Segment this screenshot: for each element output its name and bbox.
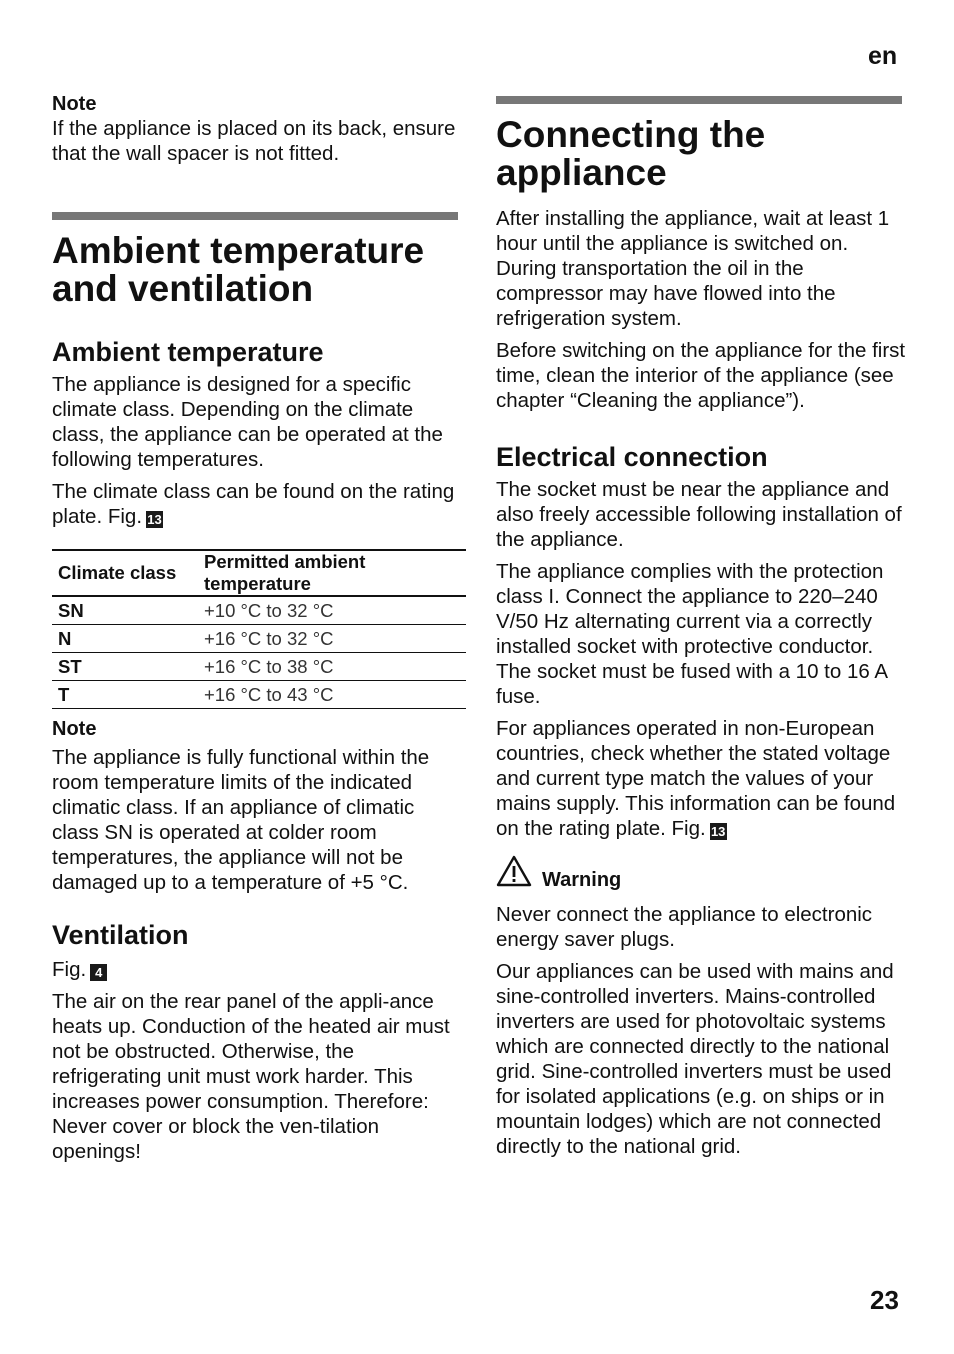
table-cell-class: ST [52,653,198,681]
table-header-climate-class: Climate class [52,550,198,596]
connecting-paragraph-1: After installing the appliance, wait at least 1 hour until the appliance is switched on. During transportation the oil in the compressor may have flowed into the refrigeration system. [496,207,890,330]
table-cell-temperature: +16 °C to 38 °C [198,653,466,681]
table-cell-class: T [52,681,198,709]
warning-paragraph-2: Our appliances can be used with mains and sine-controlled inverters. Mains-controlled inverters are used for photovoltaic systems which are connected directly to the national grid. Sine-controlled inverters must be used for isolated applications (e.g. on ships or in mountain lodges) which are not connected directly to the national grid. [496,960,894,1158]
table-row [52,596,466,625]
table-cell-temperature: +16 °C to 43 °C [198,681,466,709]
section-rule [52,212,458,220]
figure-reference-icon: 13 [710,824,726,839]
table-cell-class: SN [52,596,198,625]
section-title-connecting: Connecting the appliance [496,114,766,193]
left-column [52,92,462,1164]
table-row [52,625,466,653]
warning-triangle-icon [496,855,532,892]
note-text: The appliance is fully functional within the room temperature limits of the indicated climatic class. If an appliance of climatic class SN is operated at colder room temperatures, the appliance will not be damaged up to a temperature of +5 °C. [52,746,430,894]
electrical-paragraph-3: For appliances operated in non-European countries, check whether the stated voltage and current type match the values of your mains supply. This information can be found on the rating plate. Fig. 13 [496,717,896,840]
table-cell-temperature: +16 °C to 32 °C [198,625,466,653]
ventilation-paragraph: The air on the rear panel of the appli-ance heats up. Conduction of the heated air must not be obstructed. Otherwise, the refrigerating unit must work harder. This increases power consumption. Therefore: Never cover or block the ven-tilation openings! [52,990,450,1163]
section-title-ambient: Ambient temperature and ventilation [52,230,425,309]
table-cell-temperature: +10 °C to 32 °C [198,596,466,625]
figure-reference-icon: 13 [147,512,162,527]
table-cell-class: N [52,625,198,653]
right-column [496,96,906,1159]
electrical-paragraph-1: The socket must be near the appliance and also freely accessible following installation of the appliance. [496,478,902,551]
note-label: Note [52,718,97,740]
figure-reference-icon: 4 [90,964,107,981]
section-rule [496,96,902,104]
heading-ventilation: Ventilation [52,920,189,950]
warning-paragraph-1: Never connect the appliance to electronic energy saver plugs. [496,903,873,951]
note-text: If the appliance is placed on its back, ensure that the wall spacer is not fitted. [52,117,456,165]
ambient-paragraph-1: The appliance is designed for a specific climate class. Depending on the climate class, the appliance can be operated at the following temperatures. [52,373,443,471]
page-number: 23 [870,1285,899,1315]
heading-ambient-temperature: Ambient temperature [52,337,324,367]
table-header-temperature: Permitted ambient temperature [198,550,466,596]
language-tag: en [868,42,898,70]
climate-class-table [52,549,466,709]
electrical-paragraph-2: The appliance complies with the protection class I. Connect the appliance to 220–240 V/50 Hz alternating current via a correctly installed socket with protective conductor. The socket must be fused with a 10 to 16 A fuse. [496,560,887,708]
ventilation-figure-reference: Fig. 4 [52,957,462,982]
note-label: Note [52,93,97,115]
warning-label: Warning [542,869,622,891]
connecting-paragraph-2: Before switching on the appliance for the first time, clean the interior of the appliance (see chapter “Cleaning the appliance”). [496,339,906,412]
table-row [52,681,466,709]
table-row [52,653,466,681]
heading-electrical-connection: Electrical connection [496,442,768,472]
ambient-paragraph-2: The climate class can be found on the rating plate. Fig. 13 [52,480,455,528]
warning-header [496,855,906,892]
